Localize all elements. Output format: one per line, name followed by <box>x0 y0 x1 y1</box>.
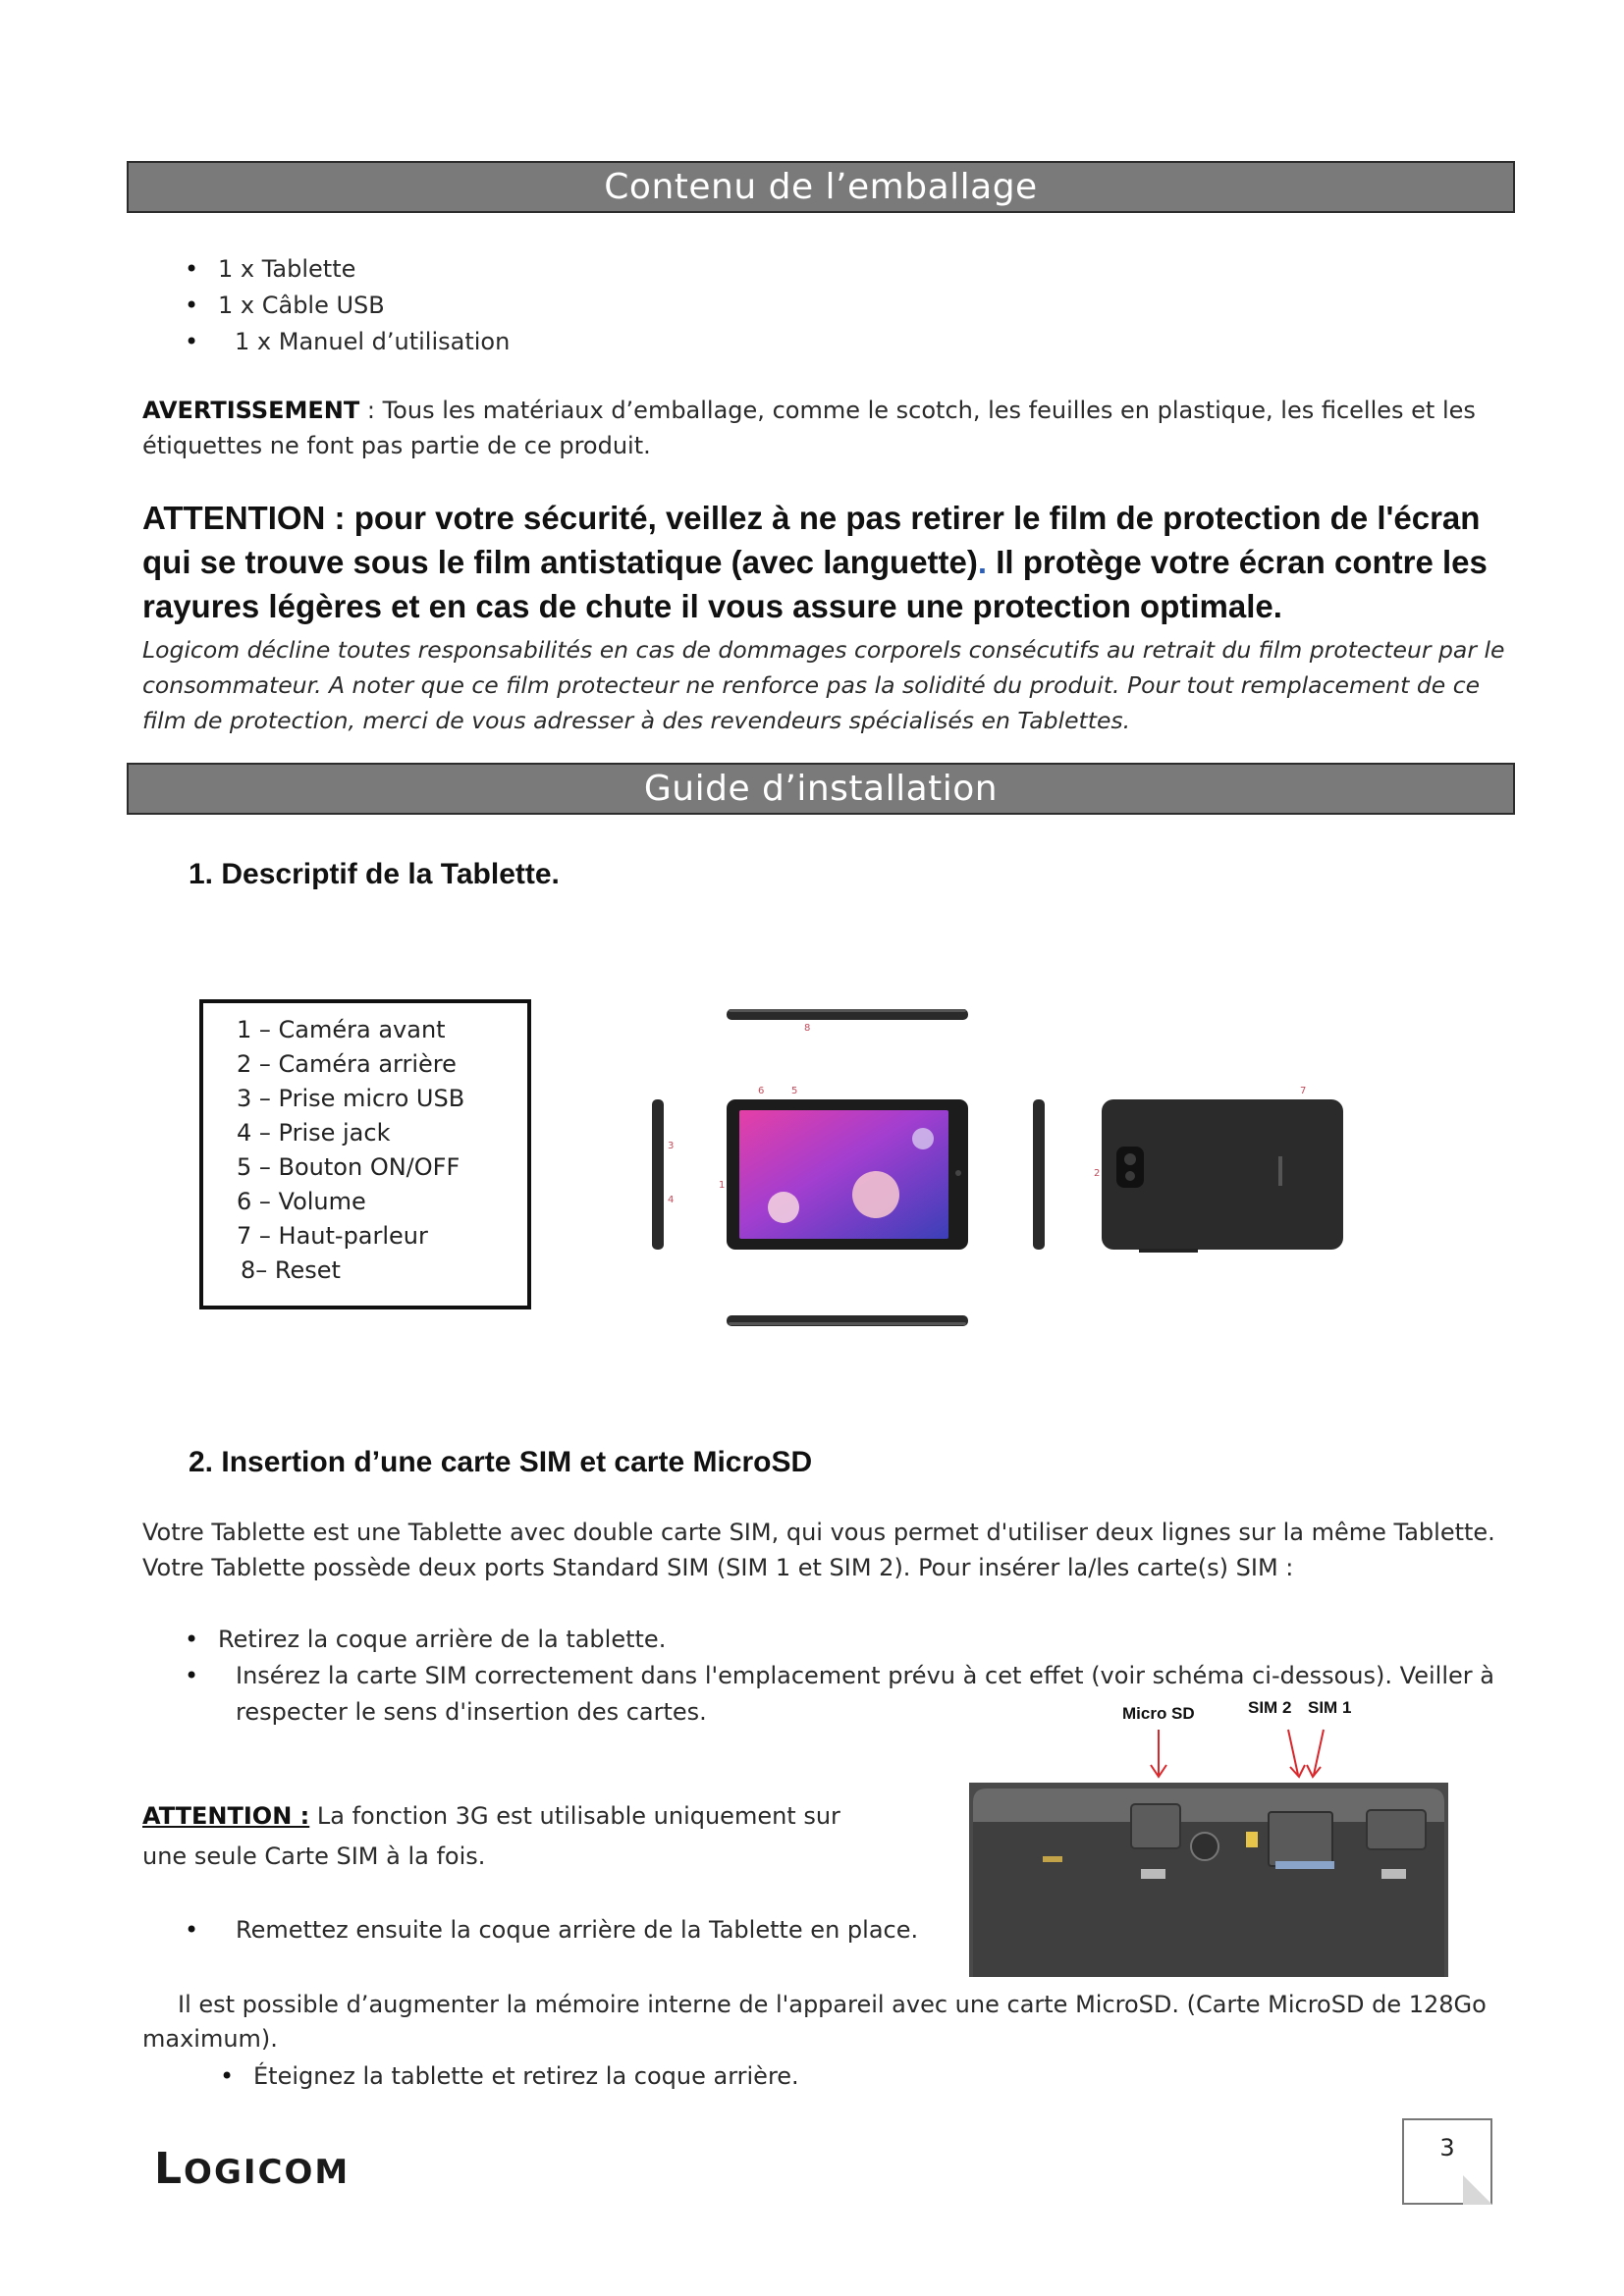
step1-title: 1. Descriptif de la Tablette. <box>189 858 560 890</box>
legend-item: 7 – Haut-parleur <box>237 1222 428 1250</box>
tablet-screen <box>739 1110 948 1239</box>
warning-text: : Tous les matériaux d’emballage, comme le scotch, les feuilles en plastique, les ficelles et les étiquettes ne font pas partie de ce produit. <box>142 397 1476 459</box>
attention-main: ATTENTION : pour votre sécurité, veillez à ne pas retirer le film de protection de l'écran qui se trouve sous le film antistatique (avec languette) <box>142 500 1481 580</box>
list-item: • Éteignez la tablette et retirez la coque arrière. <box>253 2058 799 2095</box>
sim-arrows <box>1129 1728 1355 1787</box>
microsd-paragraph: Il est possible d’augmenter la mémoire interne de l'appareil avec une carte MicroSD. (Carte MicroSD de 128Go maximum). <box>142 1991 1487 2053</box>
tablet-right-side <box>1033 1099 1045 1250</box>
legend-item: 1 – Caméra avant <box>237 1016 446 1043</box>
section-header-contenu: Contenu de l’emballage <box>127 161 1515 213</box>
sim-slot-photo <box>969 1783 1448 1977</box>
step2-title: 2. Insertion d’une carte SIM et carte MicroSD <box>189 1446 813 1478</box>
tablet-left-side <box>652 1099 664 1250</box>
legend-item: 2 – Caméra arrière <box>237 1050 457 1078</box>
label-sim2: SIM 2 <box>1248 1698 1292 1717</box>
callout-2: 2 <box>1094 1168 1101 1179</box>
callout-5: 5 <box>791 1086 798 1096</box>
warning-paragraph <box>142 393 1497 463</box>
logo-rest: OGICOM <box>184 2153 351 2192</box>
legend-item: 5 – Bouton ON/OFF <box>237 1153 460 1181</box>
label-sim1: SIM 1 <box>1308 1698 1352 1717</box>
sim-intro: Votre Tablette est une Tablette avec double carte SIM, qui vous permet d'utiliser deux lignes sur la même Tablette. Votre Tablette possède deux ports Standard SIM (SIM 1 et SIM 2). Pour insérer la/les carte(s) SIM : <box>142 1519 1495 1581</box>
list-item: • 1 x Câble USB <box>218 288 510 324</box>
page-number: 3 <box>1439 2134 1455 2162</box>
legend-item: 8– Reset <box>241 1256 341 1284</box>
callout-7: 7 <box>1300 1086 1307 1096</box>
sim-steps-list <box>218 1622 1494 1731</box>
page-fold-icon <box>1463 2175 1492 2205</box>
list-item: • 1 x Tablette <box>218 251 510 288</box>
attention-3g-text: La fonction 3G est utilisable uniquement sur une seule Carte SIM à la fois. <box>142 1802 840 1870</box>
list-item: • 1 x Manuel d’utilisation <box>218 324 510 360</box>
microsd-steps-list <box>253 2058 799 2095</box>
section-header-guide: Guide d’installation <box>127 763 1515 815</box>
label-microsd: Micro SD <box>1122 1704 1195 1723</box>
tablet-illustration <box>628 991 1375 1364</box>
package-contents-list <box>218 251 510 360</box>
replace-cover-list <box>218 1912 918 1949</box>
callout-6: 6 <box>758 1086 765 1096</box>
page-number-badge <box>1402 2118 1492 2205</box>
legend-item: 3 – Prise micro USB <box>237 1085 465 1112</box>
attention-heading <box>142 496 1507 628</box>
logicom-logo <box>154 2144 350 2194</box>
callout-4: 4 <box>668 1195 675 1205</box>
warning-label: AVERTISSEMENT <box>142 397 360 424</box>
attention-rest: Il protège votre écran contre les rayures légères et en cas de chute il vous assure une protection optimale. <box>142 544 1488 624</box>
attention-dot: . <box>977 544 988 580</box>
disclaimer-note: Logicom décline toutes responsabilités en cas de dommages corporels consécutifs au retrait du film protecteur par le consommateur. A noter que ce film protecteur ne renforce pas la solidité du produit. Pour tout remplacement de ce film de protection, merci de vous adresser à des revendeurs spécialisés en Tablettes. <box>142 636 1505 734</box>
logo-initial: L <box>154 2144 185 2194</box>
callout-8: 8 <box>804 1023 811 1034</box>
callout-3: 3 <box>668 1141 675 1151</box>
list-item: • Retirez la coque arrière de la tablette. <box>218 1622 1494 1658</box>
tablet-legend <box>199 999 531 1309</box>
legend-item: 6 – Volume <box>237 1188 366 1215</box>
list-item: • Insérez la carte SIM correctement dans l'emplacement prévu à cet effet (voir schéma ci-dessous). Veiller à respecter le sens d'insertion des cartes. <box>218 1658 1494 1731</box>
list-item: • Remettez ensuite la coque arrière de la Tablette en place. <box>218 1912 918 1949</box>
attention-3g-label: ATTENTION : <box>142 1802 310 1830</box>
attention-3g <box>142 1796 869 1877</box>
legend-item: 4 – Prise jack <box>237 1119 391 1147</box>
callout-1: 1 <box>719 1180 726 1191</box>
